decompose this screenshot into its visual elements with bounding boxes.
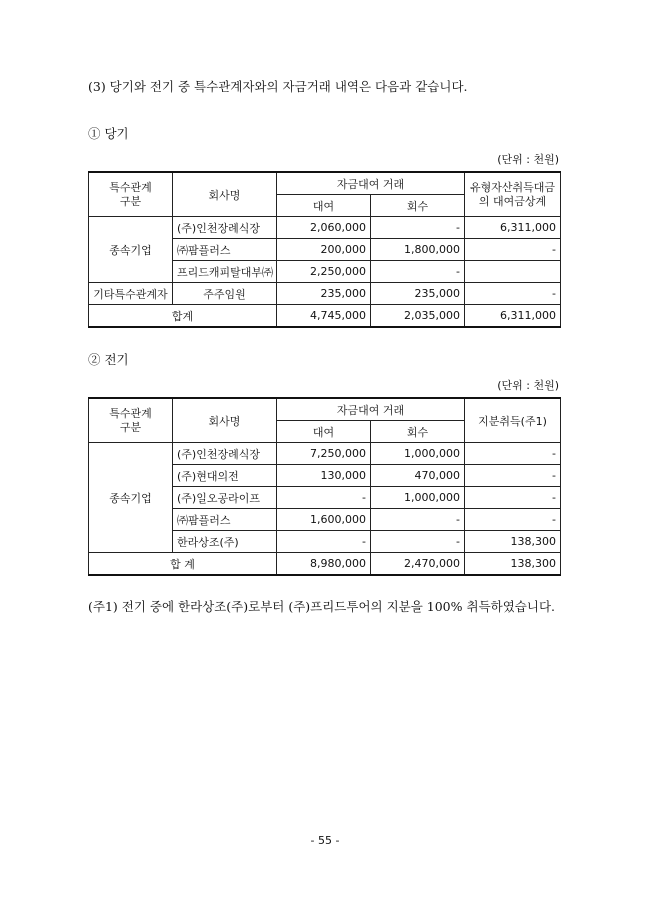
section-intro: (3) 당기와 전기 중 특수관계자와의 자금거래 내역은 다음과 같습니다. <box>88 79 468 94</box>
header-category-line1: 특수관계 <box>109 180 152 194</box>
company-cell: (주)현대의전 <box>173 465 277 487</box>
current-unit-label: (단위 : 천원) <box>497 153 559 166</box>
footnote: (주1) 전기 중에 한라상조(주)로부터 (주)프리드투어의 지분을 100% 취득하였습니다. <box>88 599 555 614</box>
collect-cell: 1,000,000 <box>371 443 465 465</box>
extra-cell: 138,300 <box>465 531 561 553</box>
loan-cell: 2,060,000 <box>277 217 371 239</box>
extra-cell: - <box>465 443 561 465</box>
extra-cell: - <box>465 509 561 531</box>
extra-cell <box>465 261 561 283</box>
loan-cell: - <box>277 487 371 509</box>
header-extra: 지분취득(주1) <box>465 398 561 443</box>
table-row <box>89 283 561 305</box>
total-label: 합 계 <box>89 553 277 576</box>
collect-cell: - <box>371 261 465 283</box>
company-cell: ㈜팜플러스 <box>173 239 277 261</box>
collect-cell: - <box>371 531 465 553</box>
prior-unit-label: (단위 : 천원) <box>497 379 559 392</box>
total-loan: 8,980,000 <box>277 553 371 576</box>
header-category-line2: 구분 <box>119 194 142 208</box>
loan-cell: 2,250,000 <box>277 261 371 283</box>
page-number: - 55 - <box>310 834 340 847</box>
header-category <box>89 398 173 443</box>
loan-cell: 7,250,000 <box>277 443 371 465</box>
extra-cell: 6,311,000 <box>465 217 561 239</box>
collect-cell: 1,000,000 <box>371 487 465 509</box>
header-extra-line1: 유형자산취득대금 <box>470 180 556 194</box>
current-loan-table <box>88 171 561 328</box>
header-company: 회사명 <box>173 398 277 443</box>
collect-cell: 235,000 <box>371 283 465 305</box>
total-collect: 2,035,000 <box>371 305 465 328</box>
prior-period-heading: ② 전기 <box>88 352 129 367</box>
collect-cell: 1,800,000 <box>371 239 465 261</box>
total-extra: 138,300 <box>465 553 561 576</box>
header-loan: 대여 <box>277 195 371 217</box>
header-category-line2: 구분 <box>119 420 142 434</box>
header-extra-line2: 의 대여금상계 <box>478 194 547 208</box>
company-cell: 한라상조(주) <box>173 531 277 553</box>
company-cell: (주)인천장례식장 <box>173 443 277 465</box>
header-loan-group: 자금대여 거래 <box>277 398 465 421</box>
header-category-line1: 특수관계 <box>109 406 152 420</box>
prior-loan-table <box>88 397 561 576</box>
loan-cell: 1,600,000 <box>277 509 371 531</box>
company-cell: (주)일오공라이프 <box>173 487 277 509</box>
loan-cell: 235,000 <box>277 283 371 305</box>
company-cell: 주주임원 <box>173 283 277 305</box>
header-collect: 회수 <box>371 195 465 217</box>
category-cell: 종속기업 <box>89 443 173 553</box>
collect-cell: - <box>371 217 465 239</box>
total-row <box>89 553 561 576</box>
total-loan: 4,745,000 <box>277 305 371 328</box>
header-extra <box>465 172 561 217</box>
header-company: 회사명 <box>173 172 277 217</box>
header-loan-group: 자금대여 거래 <box>277 172 465 195</box>
table-row <box>89 443 561 465</box>
extra-cell: - <box>465 283 561 305</box>
collect-cell: 470,000 <box>371 465 465 487</box>
loan-cell: - <box>277 531 371 553</box>
extra-cell: - <box>465 239 561 261</box>
extra-cell: - <box>465 487 561 509</box>
company-cell: ㈜팜플러스 <box>173 509 277 531</box>
category-cell: 기타특수관계자 <box>89 283 173 305</box>
header-category <box>89 172 173 217</box>
category-cell: 종속기업 <box>89 217 173 283</box>
table-header-row <box>89 398 561 421</box>
total-extra: 6,311,000 <box>465 305 561 328</box>
current-period-heading: ① 당기 <box>88 126 129 141</box>
collect-cell: - <box>371 509 465 531</box>
loan-cell: 130,000 <box>277 465 371 487</box>
header-loan: 대여 <box>277 421 371 443</box>
total-row <box>89 305 561 328</box>
extra-cell: - <box>465 465 561 487</box>
company-cell: (주)인천장례식장 <box>173 217 277 239</box>
table-row <box>89 217 561 239</box>
total-label: 합계 <box>89 305 277 328</box>
loan-cell: 200,000 <box>277 239 371 261</box>
total-collect: 2,470,000 <box>371 553 465 576</box>
company-cell: 프리드캐피탈대부㈜ <box>173 261 277 283</box>
table-header-row <box>89 172 561 195</box>
header-collect: 회수 <box>371 421 465 443</box>
